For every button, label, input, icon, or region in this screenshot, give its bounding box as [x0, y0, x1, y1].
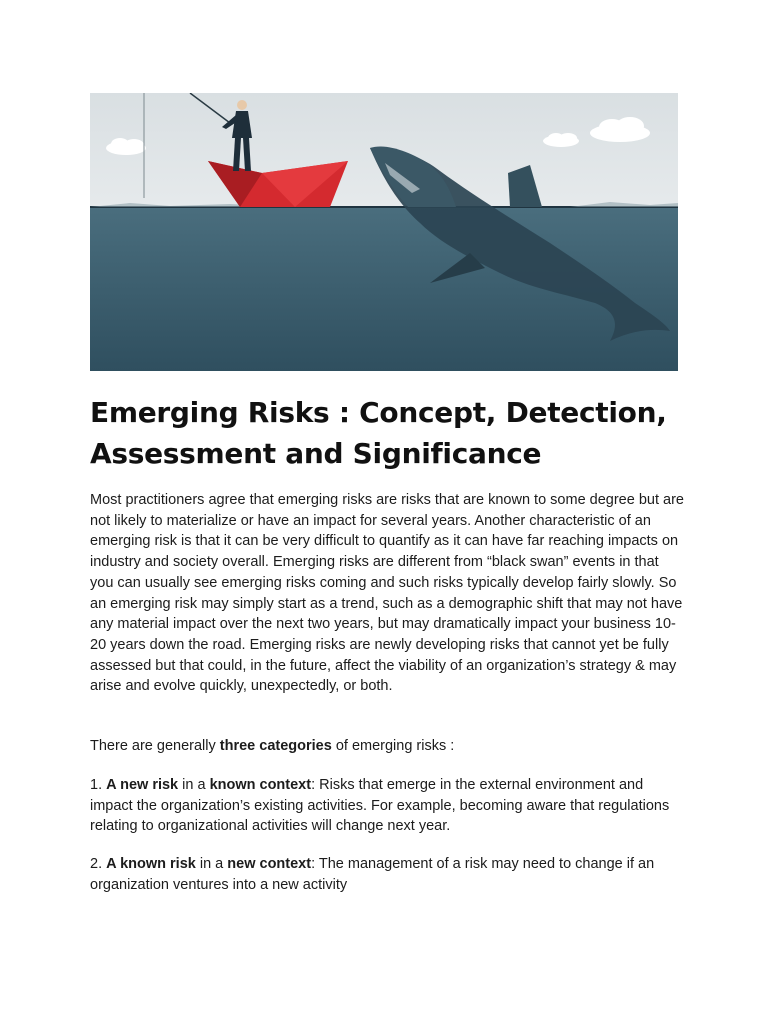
- category-item-1: 1. A new risk in a known context: Risks that emerge in the external environment and impact the organization’s existing activities. For example, becoming aware that regulations relating to organizational activities will change next year.: [90, 777, 670, 835]
- intro-paragraph: Most practitioners agree that emerging risks are risks that are known to some degree but are not likely to materialize or have an impact for several years. Another characteristic of an emerging risk is that it can be very difficult to quantify as it can have far reaching impacts on industry and society overall. Emerging risks are different from “black swan” events in that you can usually see emerging risks coming and such risks typically develop fairly slowly. So an emerging risk may simply start as a trend, such as a demographic shift that may not have any material impact over the next two years, but may dramatically impact your business 10-20 years down the road. Emerging risks are newly developing risks that cannot yet be fully assessed but that could, in the future, affect the viability of an organization’s strategy & may arise and evolve quickly, unexpectedly, or both.: [90, 492, 684, 695]
- article-title: Emerging Risks : Concept, Detection, Assessment and Significance: [90, 396, 667, 470]
- category-item-2: 2. A known risk in a new context: The management of a risk may need to change if an organization ventures into a new activity: [90, 856, 655, 893]
- hero-illustration: [90, 93, 678, 371]
- categories-intro: There are generally three categories of emerging risks :: [90, 738, 455, 754]
